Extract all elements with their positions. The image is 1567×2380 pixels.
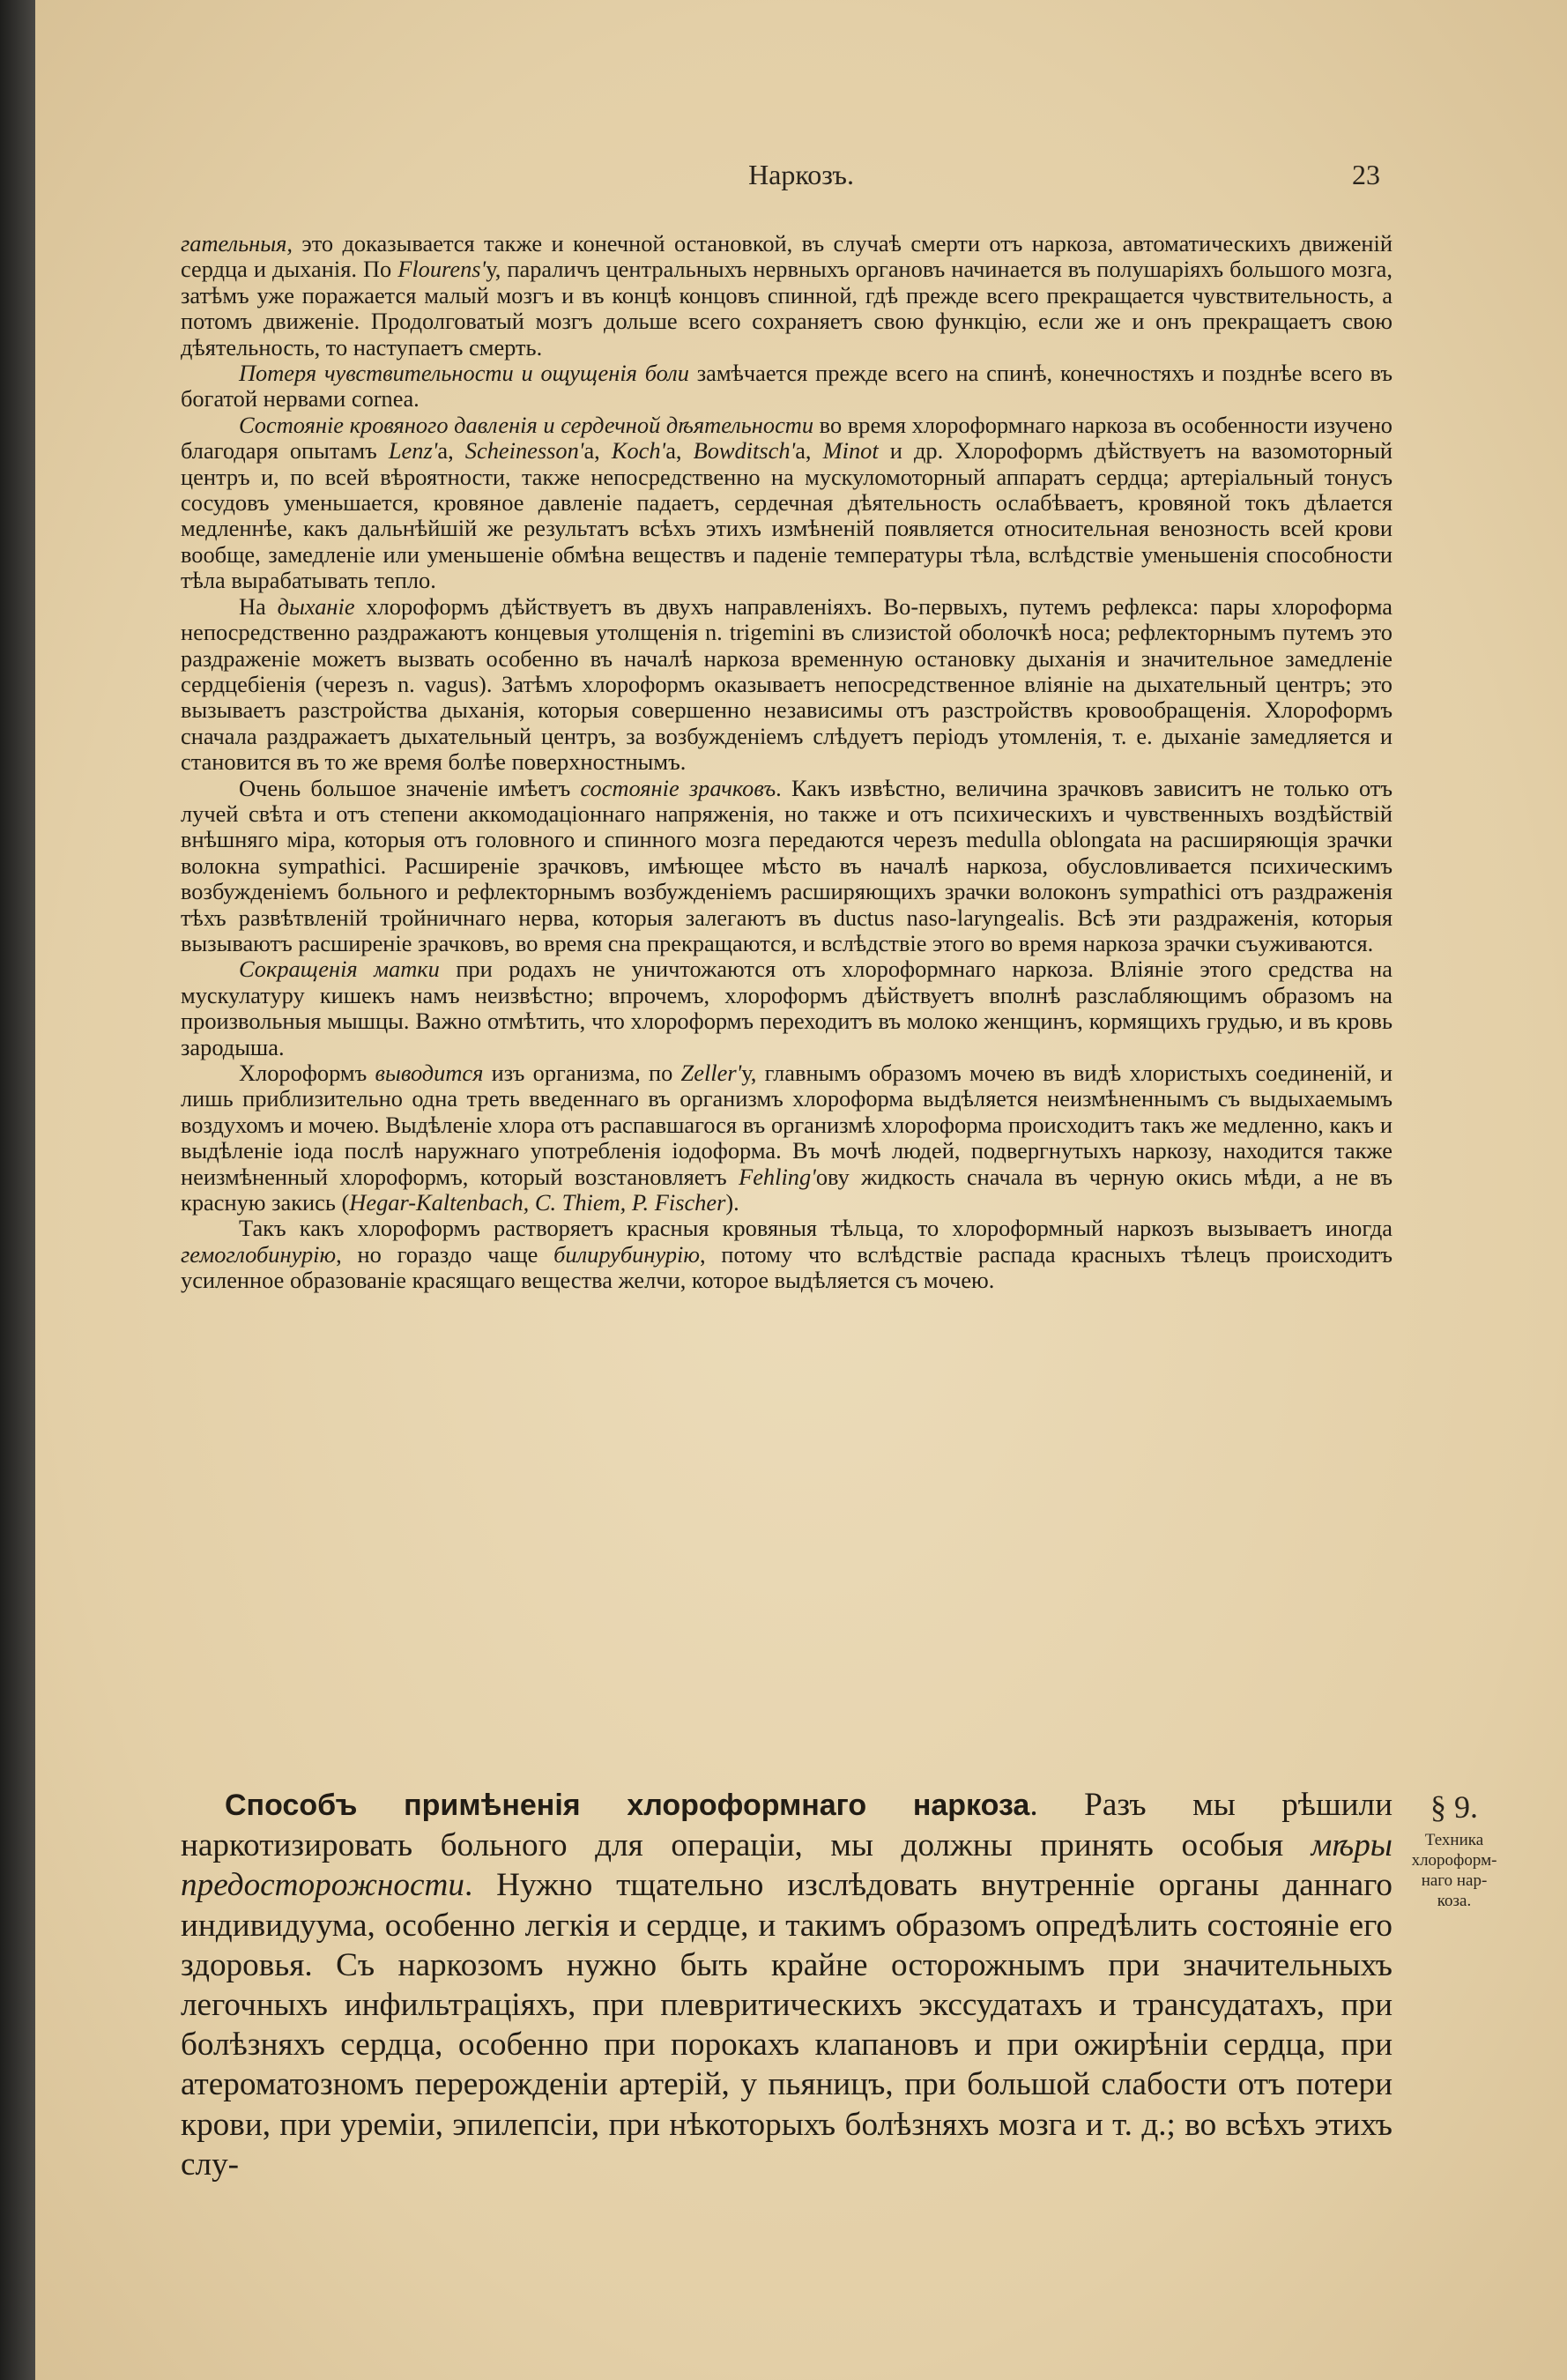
text-run: и др. Хлороформъ дѣйствуетъ на вазомоторный центръ и, по всей вѣроятности, также непосредственно на мускуломоторный аппаратъ сердца; артеріальный тонусъ сосудовъ уменьшается, кровяное давленіе падаетъ, сердечная дѣятельность ослабѣваетъ, кровяной токъ дѣлается медленнѣе, какъ дальнѣйшій же результатъ всѣхъ этихъ измѣненій появляется относительная венозность всей крови вообще, замедленіе или уменьшеніе обмѣна веществъ и паденіе температуры тѣла, вслѣдствіе уменьшенія способности тѣла вырабатывать тепло. xyxy=(181,437,1392,594)
italic-run: Koch' xyxy=(611,437,666,465)
italic-run: мѣры предосторожности xyxy=(181,1827,1392,1904)
margin-caption-line: коза. xyxy=(1437,1892,1472,1910)
margin-caption-line: Техника xyxy=(1424,1831,1484,1849)
italic-run: Flourens' xyxy=(397,256,486,283)
italic-run: Scheinesson' xyxy=(464,437,584,465)
section-text xyxy=(181,1785,1392,2184)
italic-run: Bowditsch' xyxy=(693,437,796,465)
text-run: у, параличъ центральныхъ нервныхъ органовъ начинается въ полушаріяхъ большого мозга, затѣмъ уже поражается малый мозгъ и въ концѣ концовъ спинной, гдѣ прежде всего прекращается чувствительность, а потомъ движеніе. Продолговатый мозгъ дольше всего сохраняетъ свою функцію, если же и онъ прекращаетъ свою дѣятельность, то наступаетъ смерть. xyxy=(181,256,1392,361)
page-number: 23 xyxy=(1352,159,1380,190)
text-run: . Какъ извѣстно, величина зрачковъ зависитъ не только отъ лучей свѣта и отъ степени аккомодаціоннаго напряженія, но также и отъ психическихъ и чувственныхъ воздѣйствій внѣшняго міра, которыя отъ головного и спинного мозга передаются черезъ medulla oblongata на расширяющія зрачки волокна sympathici. Расширеніе зрачковъ, имѣющее мѣсто въ началѣ наркоза, обусловливается психическимъ возбужденіемъ больного и рефлекторнымъ возбужденіемъ расширяющихъ зрачки волоконъ sympathici отъ раздраженія тѣхъ развѣтвленій тройничнаго нерва, которыя залегаютъ въ ductus naso-laryngealis. Всѣ эти раздраженія, которыя вызываютъ расширеніе зрачковъ, во время сна прекращаются, и вслѣдствіе этого во время наркоза зрачки съуживаются. xyxy=(181,774,1392,956)
paragraph xyxy=(181,956,1392,1060)
section-heading: Способъ примѣненія хлороформнаго наркоза xyxy=(225,1789,1030,1822)
page-header xyxy=(35,159,1567,203)
margin-caption-line: наго нар- xyxy=(1421,1871,1488,1890)
paragraph xyxy=(181,361,1392,413)
text-run: при родахъ не уничтожаются отъ хлороформнаго наркоза. Вліяніе этого средства на мускулатуру кишекъ намъ неизвѣстно; впрочемъ, хлороформъ дѣйствуетъ вполнѣ разслабляющимъ образомъ на произвольныя мышцы. Важно отмѣтить, что хлороформъ переходитъ въ молоко женщинъ, кормящихъ грудью, и въ кровь зародыша. xyxy=(181,956,1393,1060)
main-text-small xyxy=(181,231,1392,1294)
text-run: . Нужно тщательно изслѣдовать внутренніе органы даннаго индивидуума, особенно легкія и сердце, и такимъ образомъ опредѣлить состояніе его здоровья. Съ наркозомъ нужно быть крайне осторожнымъ при значительныхъ легочныхъ инфильтраціяхъ, при плевритическихъ экссудатахъ и трансудатахъ, при болѣзняхъ сердца, особенно при порокахъ клапановъ и при ожирѣніи сердца, при атероматозномъ перерожденіи артерій, у пьяницъ, при большой слабости отъ потери крови, при уреміи, эпилепсіи, при нѣкоторыхъ болѣзняхъ мозга и т. д.; во всѣхъ этихъ слу- xyxy=(181,1867,1392,2183)
paragraph xyxy=(181,594,1392,776)
text-run: хлороформъ дѣйствуетъ въ двухъ направленіяхъ. Во-первыхъ, путемъ рефлекса: пары хлороформа непосредственно раздражаютъ концевыя утолщенія n. trigemini въ слизистой оболочкѣ носа; рефлекторнымъ путемъ это раздраженіе можетъ вызвать особенно въ началѣ наркоза временную остановку дыханія и значительное замедленіе сердцебіенія (черезъ n. vagus). Затѣмъ хлороформъ оказываетъ непосредственное вліяніе на дыхательный центръ; это вызываетъ разстройства дыханія, которыя совершенно независимы отъ разстройствъ кровообращенія. Хлороформъ сначала раздражаетъ дыхательный центръ, за возбужденіемъ слѣдуетъ періодъ утомленія, т. е. дыханіе замедляется и становится въ то же время болѣе поверхностнымъ. xyxy=(181,592,1392,776)
text-run: На xyxy=(239,592,278,620)
paragraph xyxy=(181,231,1392,361)
text-run: Очень большое значеніе имѣетъ xyxy=(239,774,581,801)
scan-edge xyxy=(0,0,35,2380)
italic-run: Hegar-Kaltenbach, C. Thiem, P. Fischer xyxy=(349,1189,726,1216)
text-run: Такъ какъ хлороформъ растворяетъ красныя кровяныя тѣльца, то хлороформный наркозъ вызываетъ иногда xyxy=(239,1215,1392,1242)
text-run: Хлороформъ xyxy=(239,1060,375,1086)
text-run: ). xyxy=(725,1189,739,1216)
italic-run: Потеря чувствительности и ощущенія боли xyxy=(239,360,689,387)
italic-run: гательныя, xyxy=(181,230,293,257)
italic-run: гемоглобинурію xyxy=(181,1240,337,1268)
italic-run: Состояніе кровяного давленія и сердечной дѣятельности xyxy=(239,411,814,438)
text-run: , но гораздо чаще xyxy=(336,1240,554,1268)
italic-run: выводится xyxy=(375,1060,484,1086)
text-run: во время хлороформнаго наркоза въ особенности изучено благодаря опытамъ xyxy=(181,411,1392,465)
paragraph xyxy=(181,776,1392,957)
italic-run: Сокращенія матки xyxy=(239,956,440,983)
text-run: а, xyxy=(437,437,465,465)
paragraph xyxy=(181,1216,1392,1293)
italic-run: Minot xyxy=(822,437,879,465)
section-number: § 9. xyxy=(1430,1789,1478,1825)
italic-run: дыханіе xyxy=(277,592,355,620)
margin-caption xyxy=(1401,1830,1507,1911)
paragraph xyxy=(181,1060,1392,1216)
book-page xyxy=(35,0,1567,2380)
italic-run: билирубинурію xyxy=(553,1240,700,1268)
text-run: . Разъ мы рѣшили наркотизировать больного для операціи, мы должны принять особыя xyxy=(181,1787,1392,1864)
text-run: изъ организма, по xyxy=(483,1060,681,1086)
text-run: а, xyxy=(583,437,612,465)
section-paragraph xyxy=(181,1785,1392,2184)
paragraph xyxy=(181,413,1392,594)
running-title: Наркозъ. xyxy=(748,159,854,190)
italic-run: Lenz' xyxy=(388,437,438,465)
margin-caption-line: хлороформ- xyxy=(1411,1851,1497,1870)
text-run: ову жидкость сначала въ черную окись мѣди, а не въ красную закись ( xyxy=(181,1163,1392,1216)
italic-run: состояніе зрачковъ xyxy=(580,774,776,801)
text-run: у, главнымъ образомъ мочею въ видѣ хлористыхъ соединеній, и лишь приблизительно одна треть введеннаго въ организмъ хлороформа выдѣляется неизмѣненнымъ съ выдыхаемымъ воздухомъ и мочею. Выдѣленіе хлора отъ распавшагося въ организмѣ хлороформа происходитъ такъ же медленно, какъ и выдѣленіе іода послѣ наружнаго употребленія іодоформа. Въ мочѣ людей, подвергнутыхъ наркозу, находится также неизмѣненный хлороформъ, который возстановляетъ xyxy=(181,1060,1392,1190)
margin-note xyxy=(1401,1788,1507,1911)
text-run: а, xyxy=(665,437,694,465)
text-run: а, xyxy=(795,437,823,465)
italic-run: Fehling' xyxy=(739,1163,816,1190)
text-run: , потому что вслѣдствіе распада красныхъ тѣлецъ происходитъ усиленное образованіе красящаго вещества желчи, которое выдѣляется съ мочею. xyxy=(181,1240,1393,1294)
text-run: это доказывается также и конечной остановкой, въ случаѣ смерти отъ наркоза, автоматическихъ движеній сердца и дыханія. По xyxy=(181,230,1392,283)
italic-run: Zeller' xyxy=(680,1060,742,1086)
text-run: замѣчается прежде всего на спинѣ, конечностяхъ и позднѣе всего въ богатой нервами cornea. xyxy=(181,360,1392,413)
